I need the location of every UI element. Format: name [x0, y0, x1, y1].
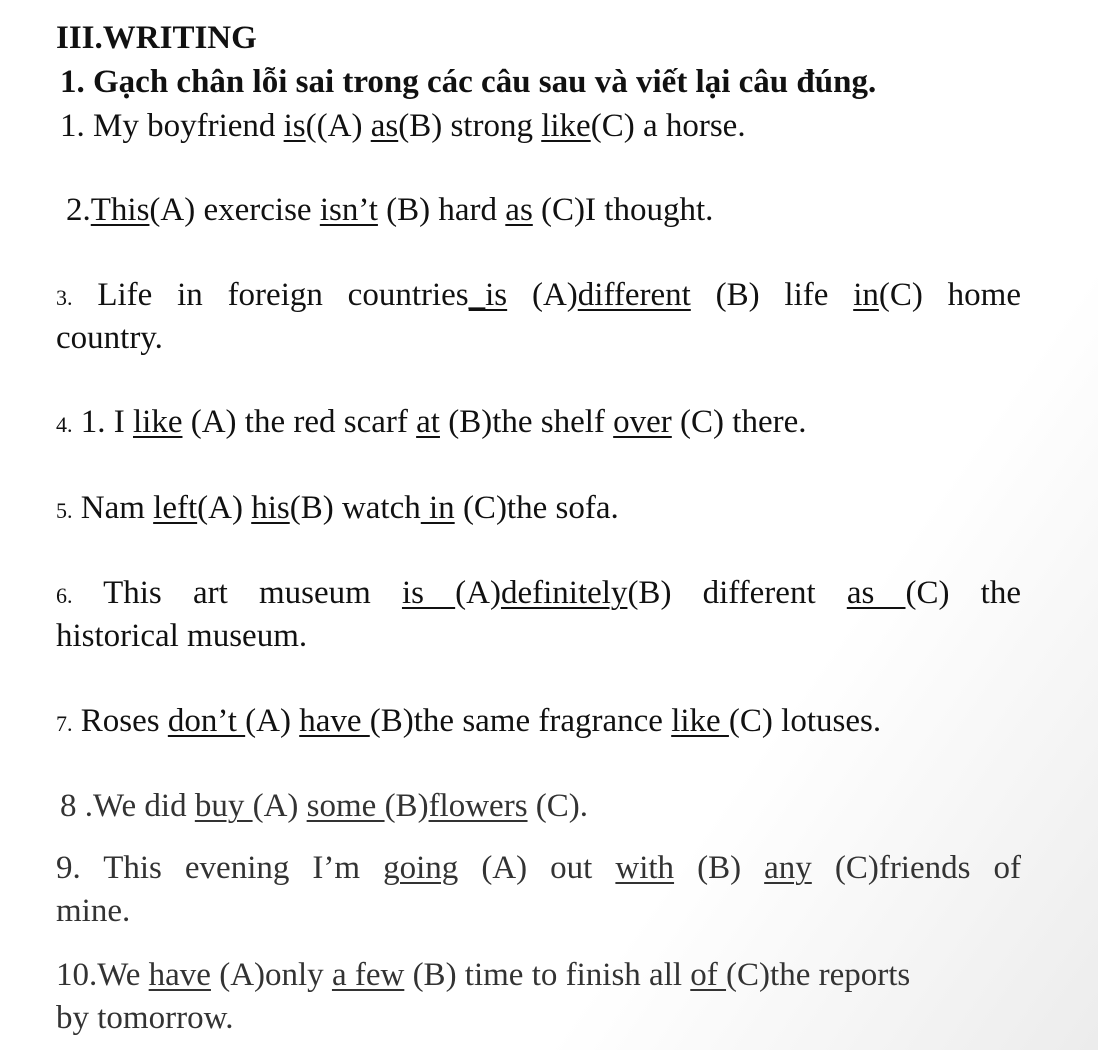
- underlined-option: as: [370, 108, 399, 144]
- underlined-option: is: [283, 108, 306, 144]
- underlined-option: isn’t: [319, 192, 378, 228]
- sentence-3: 3. Life in foreign countries_is (A)different (B) life in(C) home: [56, 277, 1021, 313]
- underlined-option: any: [764, 850, 812, 886]
- underlined-option: different: [577, 277, 691, 313]
- underlined-option: left: [153, 490, 198, 526]
- item-number: 5.: [56, 498, 73, 523]
- underlined-option: going: [383, 850, 459, 886]
- sentence-1: 1. My boyfriend is((A) as(B) strong like(C) a horse.: [60, 108, 746, 144]
- sentence-9-continuation: mine.: [56, 893, 131, 929]
- underlined-option: some: [306, 788, 385, 824]
- sentence-3-continuation: country.: [56, 320, 163, 356]
- item-number: 4.: [56, 412, 73, 437]
- underlined-option: his: [251, 490, 290, 526]
- underlined-option: definitely: [500, 575, 628, 611]
- sentence-2: 2.This(A) exercise isn’t (B) hard as (C)I thought.: [66, 192, 714, 228]
- sentence-8: 8 .We did buy (A) some (B)flowers (C).: [60, 788, 589, 824]
- underlined-option: a few: [331, 957, 405, 993]
- item-number: 6.: [56, 583, 73, 608]
- task-title: 1. Gạch chân lỗi sai trong các câu sau và viết lại câu đúng.: [60, 64, 877, 100]
- underlined-option: at: [416, 404, 440, 440]
- sentence-7: 7. Roses don’t (A) have (B)the same fragrance like (C) lotuses.: [56, 703, 882, 739]
- underlined-option: of: [690, 957, 727, 993]
- underlined-option: like: [541, 108, 591, 144]
- underlined-option: This: [90, 192, 150, 228]
- underlined-option: over: [613, 404, 672, 440]
- sentence-9: 9. This evening I’m going (A) out with (B) any (C)friends of: [56, 850, 1021, 886]
- underlined-option: don’t: [167, 703, 246, 739]
- section-title: III.WRITING: [56, 20, 257, 56]
- sentence-5: 5. Nam left(A) his(B) watch in (C)the sofa.: [56, 490, 619, 526]
- item-number: 3.: [56, 285, 73, 310]
- underlined-option: with: [615, 850, 675, 886]
- sentence-4: 4. 1. I like (A) the red scarf at (B)the shelf over (C) there.: [56, 404, 807, 440]
- sentence-10: 10.We have (A)only a few (B) time to finish all of (C)the reports: [56, 957, 911, 993]
- underlined-option: as: [505, 192, 533, 228]
- underlined-option: have: [148, 957, 211, 993]
- item-number: 7.: [56, 711, 73, 736]
- underlined-option: like: [671, 703, 729, 739]
- underlined-option: flowers: [428, 788, 528, 824]
- underlined-option: in: [420, 490, 455, 526]
- sentence-6-continuation: historical museum.: [56, 618, 308, 654]
- sentence-10-continuation: by tomorrow.: [56, 1000, 234, 1036]
- underlined-option: in: [853, 277, 879, 313]
- underlined-option: is: [401, 575, 456, 611]
- underlined-option: buy: [194, 788, 253, 824]
- sentence-6: 6. This art museum is (A)definitely(B) different as (C) the: [56, 575, 1021, 611]
- underlined-option: like: [133, 404, 183, 440]
- underlined-option: as: [846, 575, 906, 611]
- underlined-option: have: [299, 703, 370, 739]
- underlined-option: _is: [468, 277, 508, 313]
